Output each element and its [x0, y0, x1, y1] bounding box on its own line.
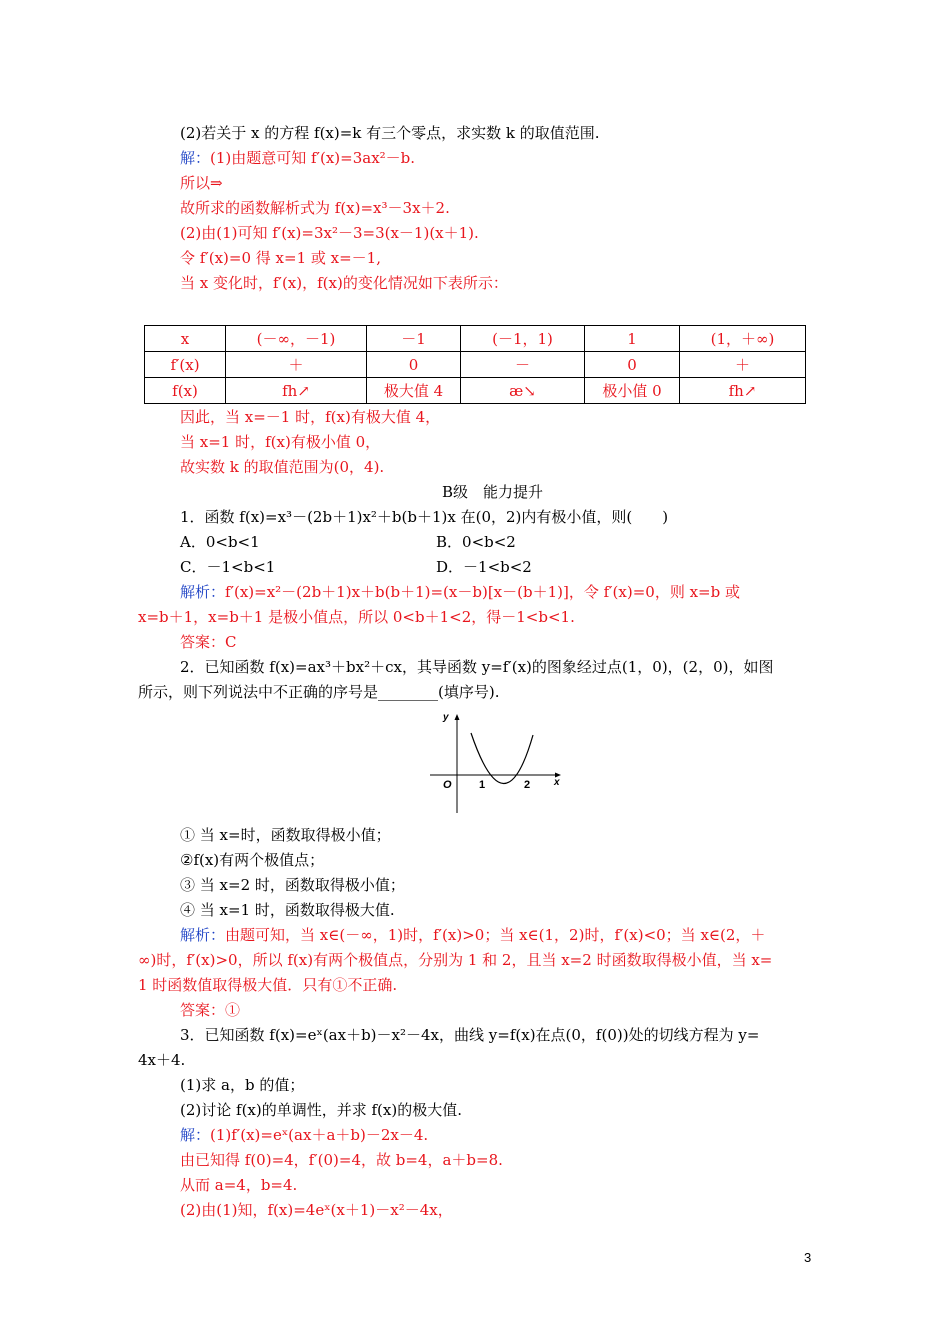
conclusion-line-1: 因此，当 x=－1 时，f(x)有极大值 4， — [180, 408, 441, 426]
table-cell: －1 — [367, 326, 461, 352]
q2-analysis-line-3: 1 时函数值取得极大值．只有①不正确. — [138, 976, 398, 994]
table-cell: 极小值 0 — [585, 378, 680, 404]
table-cell: 1 — [585, 326, 680, 352]
table-cell: 0 — [367, 352, 461, 378]
solution-label: 解： — [180, 149, 211, 167]
analysis-label: 解析： — [180, 583, 226, 601]
table-cell: f(x) — [145, 378, 226, 404]
derivative-graph — [425, 707, 570, 815]
parabola-curve — [471, 733, 533, 784]
y-axis-label: y — [443, 712, 449, 723]
table-cell: fh↗ — [680, 378, 806, 404]
q1-option-a: A．0<b<1 — [180, 533, 260, 551]
analysis-label: 解析： — [180, 926, 226, 944]
origin-label: O — [443, 779, 452, 791]
page-number: 3 — [804, 1250, 812, 1265]
q2-statement-2: ②f(x)有两个极值点； — [180, 851, 325, 869]
x-axis-label: x — [554, 777, 560, 788]
q2-analysis-line-2: ∞)时，f′(x)>0，所以 f(x)有两个极值点，分别为 1 和 2，且当 x=2 时函数取得极小值，当 x= — [138, 951, 773, 969]
solution-line-1: 解：(1)由题意可知 f′(x)=3ax²－b. — [180, 149, 416, 167]
table-row — [145, 378, 806, 404]
solution-line-3: 故所求的函数解析式为 f(x)=x³－3x＋2. — [180, 199, 450, 217]
table-cell: － — [461, 352, 585, 378]
q2-statement-3: ③ 当 x=2 时，函数取得极小值； — [180, 876, 405, 894]
table-row — [145, 352, 806, 378]
solution-line-5: 令 f′(x)=0 得 x=1 或 x=－1, — [180, 249, 381, 267]
variation-table — [144, 325, 806, 404]
table-cell: ＋ — [680, 352, 806, 378]
q1-analysis-line-1: 解析：f′(x)=x²－(2b＋1)x＋b(b＋1)=(x－b)[x－(b＋1)]，令 f′(x)=0，则 x=b 或 — [180, 583, 740, 601]
table-cell: (1，＋∞) — [680, 326, 806, 352]
table-cell: x — [145, 326, 226, 352]
table-cell: ＋ — [226, 352, 367, 378]
y-axis-arrow — [455, 714, 460, 720]
table-cell: 极大值 4 — [367, 378, 461, 404]
q1-option-d: D．－1<b<2 — [436, 558, 532, 576]
q1-analysis-line-2: x=b＋1，x=b＋1 是极小值点，所以 0<b＋1<2，得－1<b<1. — [138, 608, 575, 626]
q2-stem-line-1: 2．已知函数 f(x)=ax³＋bx²＋cx，其导函数 y=f′(x)的图象经过点(1，0)，(2，0)，如图 — [180, 658, 774, 676]
q1-stem: 1．函数 f(x)=x³－(2b＋1)x²＋b(b＋1)x 在(0，2)内有极小值，则( ) — [180, 508, 669, 526]
table-cell: f′(x) — [145, 352, 226, 378]
q3-solution-line-2: 由已知得 f(0)=4，f′(0)=4，故 b=4，a＋b=8. — [180, 1151, 503, 1169]
q2-statement-4: ④ 当 x=1 时，函数取得极大值. — [180, 901, 395, 919]
q3-part-2: (2)讨论 f(x)的单调性，并求 f(x)的极大值. — [180, 1101, 462, 1119]
tick-label-1: 1 — [479, 779, 486, 791]
table-cell: (－∞，－1) — [226, 326, 367, 352]
q2-stem-line-2: 所示，则下列说法中不正确的序号是________(填序号). — [138, 683, 500, 701]
q3-solution-line-4: (2)由(1)知，f(x)=4eˣ(x＋1)－x²－4x， — [180, 1201, 453, 1219]
solution-line-2: 所以⇒ — [180, 174, 223, 192]
q1-answer: 答案：C — [180, 633, 237, 651]
q2-answer: 答案：① — [180, 1001, 241, 1019]
tick-label-2: 2 — [524, 779, 531, 791]
q2-analysis-line-1: 解析：由题可知，当 x∈(－∞，1)时，f′(x)>0；当 x∈(1，2)时，f′(x)<0；当 x∈(2，＋ — [180, 926, 766, 944]
q2-part2-text: (2)若关于 x 的方程 f(x)=k 有三个零点，求实数 k 的取值范围. — [180, 124, 600, 142]
table-cell: 0 — [585, 352, 680, 378]
table-row — [145, 326, 806, 352]
q1-option-c: C．－1<b<1 — [180, 558, 276, 576]
conclusion-line-3: 故实数 k 的取值范围为(0，4). — [180, 458, 385, 476]
solution-label: 解： — [180, 1126, 211, 1144]
q1-option-b: B．0<b<2 — [436, 533, 516, 551]
conclusion-line-2: 当 x=1 时，f(x)有极小值 0， — [180, 433, 381, 451]
table-cell: (－1，1) — [461, 326, 585, 352]
q3-solution-line-3: 从而 a=4，b=4. — [180, 1176, 298, 1194]
solution-line-4: (2)由(1)可知 f′(x)=3x²－3=3(x－1)(x＋1). — [180, 224, 479, 242]
section-heading: B级 能力提升 — [442, 483, 544, 501]
q3-solution-line-1: 解：(1)f′(x)=eˣ(ax＋a＋b)－2x－4. — [180, 1126, 429, 1144]
table-cell: fh↗ — [226, 378, 367, 404]
q2-statement-1: ① 当 x=时，函数取得极小值； — [180, 826, 391, 844]
q3-stem-line-1: 3．已知函数 f(x)=eˣ(ax＋b)－x²－4x，曲线 y=f(x)在点(0，f(0))处的切线方程为 y= — [180, 1026, 760, 1044]
solution-line-6: 当 x 变化时，f′(x)，f(x)的变化情况如下表所示： — [180, 274, 508, 292]
table-cell: æ↘ — [461, 378, 585, 404]
q3-stem-line-2: 4x＋4. — [138, 1051, 186, 1069]
q3-part-1: (1)求 a，b 的值； — [180, 1076, 305, 1094]
